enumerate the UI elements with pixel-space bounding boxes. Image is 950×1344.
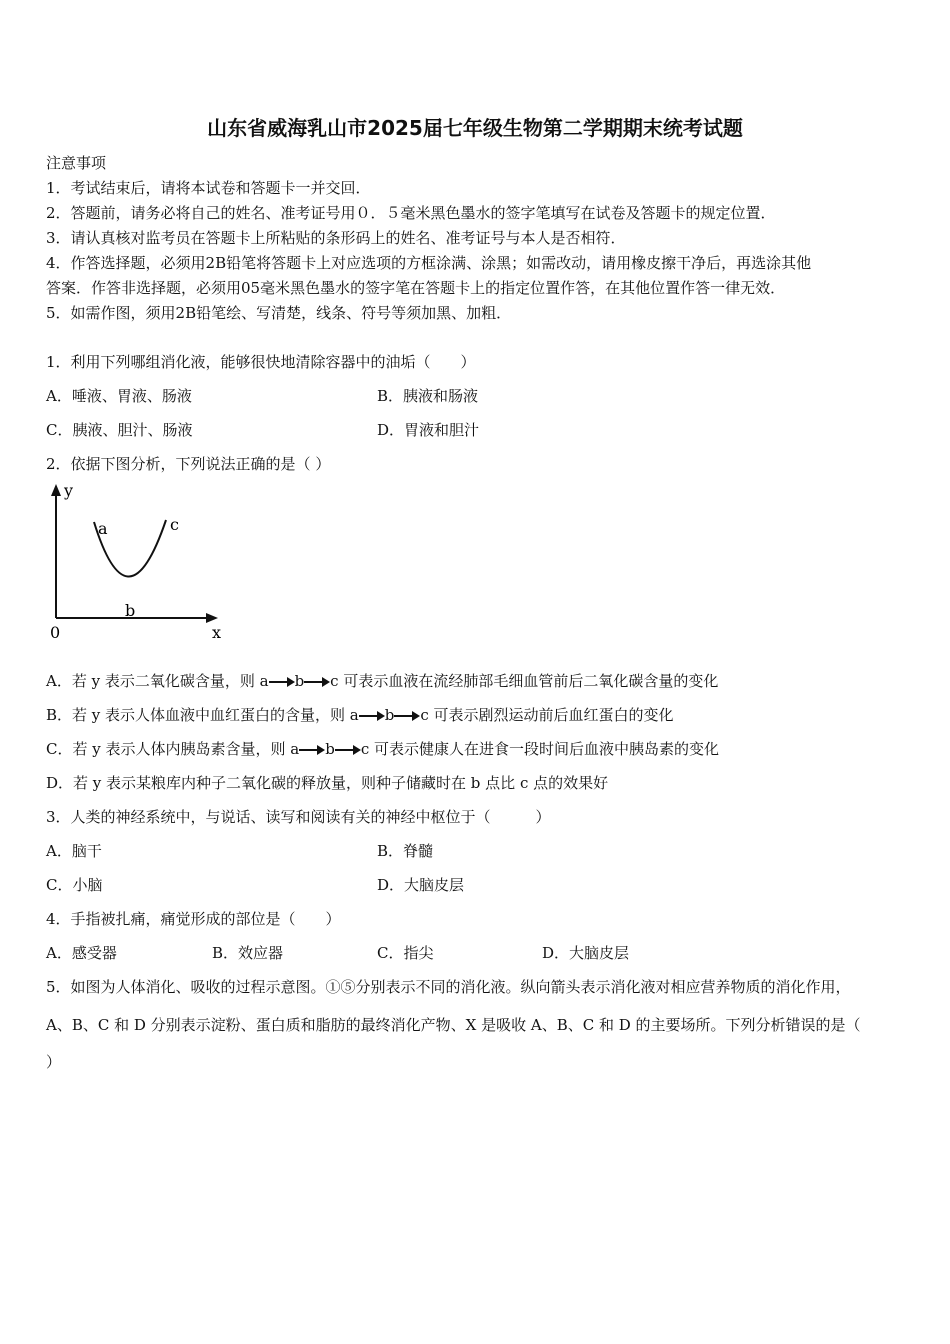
q3-stem: 3．人类的神经系统中，与说话、读写和阅读有关的神经中枢位于（ ） (46, 808, 551, 826)
q3-option-d: D．大脑皮层 (377, 876, 465, 894)
q2-option-a: A．若 y 表示二氧化碳含量，则 a b c 可表示血液在流经肺部毛细血管前后二氧化碳含量的变化 (46, 672, 719, 690)
origin-label: 0 (50, 623, 61, 642)
notice-heading: 注意事项 (46, 154, 107, 172)
x-axis-label: x (212, 623, 222, 642)
q1-option-d: D．胃液和胆汁 (377, 421, 480, 439)
notice-item: 2．答题前，请务必将自己的姓名、准考证号用０．５毫米黑色墨水的签字笔填写在试卷及答题卡的规定位置． (46, 204, 776, 222)
q4-option-b: B．效应器 (212, 944, 284, 962)
q3-option-c: C．小脑 (46, 876, 103, 894)
q5-stem-line2: A、B、C 和 D 分别表示淀粉、蛋白质和脂肪的最终消化产物、X 是吸收 A、B、C 和 D 的主要场所。下列分析错误的是（ (46, 1016, 861, 1034)
right-arrow-icon (359, 711, 385, 721)
right-arrow-icon (335, 745, 361, 755)
q4-option-d: D．大脑皮层 (542, 944, 630, 962)
q4-option-c: C．指尖 (377, 944, 434, 962)
notice-item: 3．请认真核对监考员在答题卡上所粘贴的条形码上的姓名、准考证号与本人是否相符． (46, 229, 626, 247)
q3-option-b: B．脊髓 (377, 842, 434, 860)
notice-item: 4．作答选择题，必须用2B铅笔将答题卡上对应选项的方框涂满、涂黑；如需改动，请用橡皮擦干净后，再选涂其他 (46, 254, 812, 272)
q1-option-b: B．胰液和肠液 (377, 387, 479, 405)
right-arrow-icon (269, 677, 295, 687)
q4-option-a: A．感受器 (46, 944, 117, 962)
notice-item: 答案．作答非选择题，必须用05毫米黑色墨水的签字笔在答题卡上的指定位置作答，在其他位置作答一律无效． (46, 279, 786, 297)
right-arrow-icon (394, 711, 420, 721)
q1-option-a: A．唾液、胃液、肠液 (46, 387, 192, 405)
q2-option-c: C．若 y 表示人体内胰岛素含量，则 a b c 可表示健康人在进食一段时间后血液中胰岛素的变化 (46, 740, 719, 758)
exam-title: 山东省威海乳山市2025届七年级生物第二学期期末统考试题 (207, 116, 743, 140)
q2-option-d: D．若 y 表示某粮库内种子二氧化碳的释放量，则种子储藏时在 b 点比 c 点的效果好 (46, 774, 609, 792)
q5-stem-line1: 5．如图为人体消化、吸收的过程示意图。①⑤分别表示不同的消化液。纵向箭头表示消化液对相应营养物质的消化作用， (46, 978, 851, 996)
q5-stem-line3: ） (46, 1053, 62, 1071)
q1-option-c: C．胰液、胆汁、肠液 (46, 421, 193, 439)
q4-stem: 4．手指被扎痛，痛觉形成的部位是（ ） (46, 910, 341, 928)
y-axis-label: y (64, 482, 74, 500)
y-axis-arrowhead (51, 484, 61, 496)
notice-item: 1．考试结束后，请将本试卷和答题卡一并交回． (46, 179, 371, 197)
q2-graph (40, 482, 240, 644)
point-b-label: b (125, 601, 136, 620)
x-axis-arrowhead (206, 613, 218, 623)
q2-stem: 2．依据下图分析，下列说法正确的是（ ） (46, 455, 331, 473)
notice-item: 5．如需作图，须用2B铅笔绘、写清楚，线条、符号等须加黑、加粗． (46, 304, 512, 322)
right-arrow-icon (299, 745, 325, 755)
q2-option-b: B．若 y 表示人体血液中血红蛋白的含量，则 a b c 可表示剧烈运动前后血红蛋白的变化 (46, 706, 674, 724)
q3-option-a: A．脑干 (46, 842, 102, 860)
point-a-label: a (98, 519, 108, 538)
right-arrow-icon (304, 677, 330, 687)
point-c-label: c (170, 515, 179, 534)
q1-stem: 1．利用下列哪组消化液，能够很快地清除容器中的油垢（ ） (46, 353, 476, 371)
